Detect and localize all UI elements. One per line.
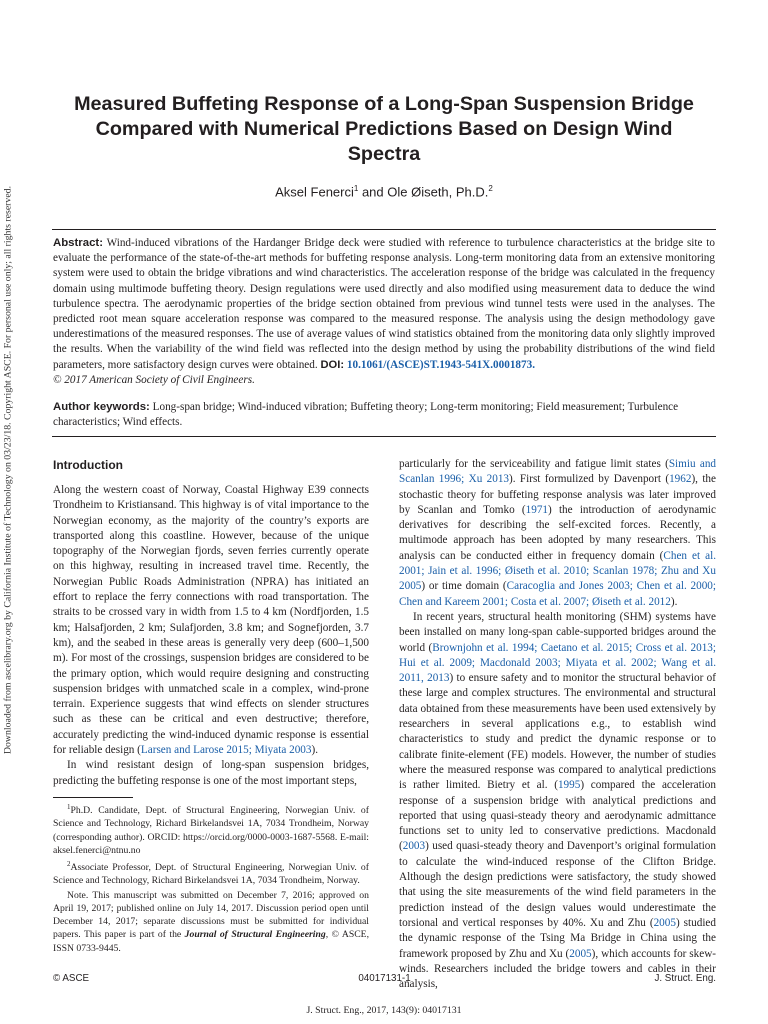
download-notice xyxy=(1,185,15,755)
paragraph xyxy=(399,610,716,992)
paragraph-text: ). First formulized by Davenport ( xyxy=(509,473,670,486)
paragraph-text: ). xyxy=(311,744,319,757)
footnote-marker: 2 xyxy=(67,860,71,869)
citation-link[interactable]: 2005 xyxy=(653,916,676,929)
author-2: Ole Øiseth, Ph.D. xyxy=(387,184,489,200)
bottom-citation: J. Struct. Eng., 2017, 143(9): 04017131 xyxy=(306,1005,462,1016)
citation-link[interactable]: Simiu and Scanlan 1996; Xu 2013 xyxy=(399,458,717,486)
author-conjunction: and xyxy=(358,184,388,200)
right-column xyxy=(399,457,716,992)
paragraph-text: ) to ensure safety and to monitor the structural behavior of these large and complex structures. The environmental and structural data obtained from these measurements have been used extensively by researchers in several applications e.g., to establish wind characteristics to study and predict the dynamic response or to calibrate finite-element (FE) models. However, the number of studies where the measured response was compared to analytical predictions is rather limited. Bietry et al. ( xyxy=(399,672,716,792)
copyright-notice: © 2017 American Society of Civil Engineers. xyxy=(53,373,255,386)
paragraph: In wind resistant design of long-span suspension bridges, predicting the buffeting response is one of the most important steps, xyxy=(53,759,369,787)
citation-link[interactable]: 1995 xyxy=(557,779,581,792)
paragraph-text: ) used quasi-steady theory and Davenport’s original formulation to calculate the wind-induced response of the Clifton Bridge. Although the design predictions were satisfactory, the study showed that using the site measurements of the wind field parameters in the prediction instead of the design values would underestimate the torsional and vertical responses by 40%. Xu and Zhu ( xyxy=(399,840,716,929)
citation-link[interactable]: Larsen and Larose 2015; Miyata 2003 xyxy=(140,744,312,757)
paragraph-text: ), the stochastic theory for buffeting response analysis was later improved by Scanlan and Tomko ( xyxy=(399,473,716,516)
citation-link[interactable]: 1971 xyxy=(525,503,549,516)
footnote-text: Ph.D. Candidate, Dept. of Structural Engineering, Norwegian Univ. of Science and Technology, Richard Birkelandsvei 1A, 7034 Trondheim, Norway (corresponding author). ORCID: https://orcid.org/0000-0003-1687-5568. E-mail: aksel.fenerci@ntnu.no xyxy=(53,805,369,856)
keywords-bottom-rule xyxy=(52,436,716,437)
author-keywords xyxy=(53,400,715,430)
author-2-affiliation-marker: 2 xyxy=(488,184,493,193)
abstract xyxy=(53,236,715,388)
abstract-label: Abstract: xyxy=(53,237,104,249)
footnote-text: Associate Professor, Dept. of Structural Engineering, Norwegian Univ. of Science and Technology, Richard Birkelandsvei 1A, 7034 Trondheim, Norway. xyxy=(53,862,369,887)
citation-link[interactable]: Brownjohn et al. 1994; Caetano et al. 2015; Cross et al. 2013; Hui et al. 2009; Macdonald 2003; Miyata et al. 2002; Wang et al. 2011, 2013 xyxy=(399,641,716,685)
footnote-2 xyxy=(53,858,369,888)
doi-link[interactable]: 10.1061/(ASCE)ST.1943-541X.0001873. xyxy=(344,358,536,371)
paragraph-text: ) or time domain ( xyxy=(421,580,507,593)
submission-note xyxy=(53,889,369,955)
paper-title: Measured Buffeting Response of a Long-Span Suspension Bridge Compared with Numerical Predictions Based on Design Wind Spectra xyxy=(74,93,694,165)
note-text: , © ASCE, ISSN 0733-9445. xyxy=(53,929,370,954)
keywords-label: Author keywords: xyxy=(53,401,150,413)
paragraph xyxy=(399,457,716,610)
journal-name: Journal of Structural Engineering xyxy=(184,929,326,941)
doi-label: DOI: xyxy=(320,358,345,371)
author-line xyxy=(60,184,708,199)
citation-link[interactable]: 2003 xyxy=(402,840,426,853)
abstract-top-rule xyxy=(52,229,716,230)
footnote-1 xyxy=(53,801,369,857)
footnote-rule xyxy=(53,797,133,798)
paragraph-text: ) compared the acceleration response of a suspension bridge with analytical predictions and reported that using quasi-steady theory and aerodynamic admittance functions set to unity led to conservative predictions. Macdonald ( xyxy=(399,779,716,853)
footer-article-number: 04017131-1 xyxy=(358,973,411,984)
paragraph-text: particularly for the serviceability and fatigue limit states ( xyxy=(399,458,669,470)
footnotes xyxy=(53,801,369,955)
abstract-text: Wind-induced vibrations of the Hardanger Bridge deck were studied with reference to turbulence characteristics at the bridge site to evaluate the performance of the state-of-the-art methods for buffeting response analysis. Long-term monitoring data from an extensive monitoring system were used to obtain the bridge vibrations and wind characteristics. The acceleration response of the bridge was calculated in the frequency domain using multimode buffeting theory. Design regulations were used directly and also modified using measurement data to deduce the wind turbulence spectra. The aerodynamic properties of the bridge section obtained from previous wind tunnel tests were used in the analyses. The predicted root mean square acceleration response was compared to the measured response. The analysis using the design methodology gave underestimations of the measured responses. The use of average values of wind statistics obtained from the monitoring data only slightly improved the results. When the variability of the wind field was reflected into the design method by using the probability distributions of the wind field parameters, more satisfactory design curves were obtained. xyxy=(53,237,715,371)
paragraph xyxy=(53,483,369,758)
paragraph-text: In recent years, structural health monitoring (SHM) systems have been installed on many long-span cable-supported bridges around the world ( xyxy=(399,610,716,654)
author-1-affiliation-marker: 1 xyxy=(353,184,359,193)
section-heading-introduction: Introduction xyxy=(53,458,123,472)
citation-link[interactable]: Chen et al. 2001; Jain et al. 1996; Øiseth et al. 2010; Scanlan 1978; Zhu and Xu 2005 xyxy=(399,549,716,593)
footer-publisher: © ASCE xyxy=(53,973,90,984)
left-column xyxy=(53,483,369,789)
paragraph-text: ), which accounts for skew-winds. Researchers included the bridge towers and cables in their analysis, xyxy=(399,947,717,991)
paragraph-text: ) the introduction of aerodynamic derivatives for describing the self-excited forces. Recently, a multimode approach has been adopted by many researchers. This analysis can be conducted either in frequency domain ( xyxy=(399,503,716,562)
citation-link[interactable]: 2005 xyxy=(569,947,592,960)
paragraph-text: Along the western coast of Norway, Coastal Highway E39 connects Trondheim to Kristiansand. This highway is of vital importance to the Norwegian economy, as the majority of the country’s exports are transported along this coastline. However, because of the unique topography of the Norwegian fjords, seven ferries currently operate on this highway, resulting in increased travel time. Recently, the Norwegian Public Roads Administration (NPRA) has initiated an effort to replace the ferry connections with road transportation. The straits to be crossed vary in width from 1.5 to 4 km (Nordfjorden, 1.5 km; Halsafjorden, 2 km; Sulafjorden, 3.8 km; and Sognefjorden, 3.7 km), and the seabed in these areas is generally very deep (600–1,500 m). For most of the crossings, suspension bridges are considered to be the primary option, which would require designing and constructing suspension bridges with unmatched scale in a complex, wind-prone terrain. Experience suggests that wind effects on slender structures such as these can be critical and even destructive; therefore, accurately predicting the wind-induced dynamic response is essential for reliable design ( xyxy=(53,484,369,757)
note-text: Note. This manuscript was submitted on December 7, 2016; approved on April 19, 2017; published online on July 14, 2017. Discussion period open until December 14, 2017; separate discussions must be submitted for individual papers. This paper is part of the xyxy=(53,889,369,941)
paragraph-text: ). xyxy=(670,595,678,608)
keywords-text: Long-span bridge; Wind-induced vibration; Buffeting theory; Long-term monitoring; Field measurement; Turbulence characteristics; Wind effects. xyxy=(53,401,679,429)
author-1: Aksel Fenerci xyxy=(275,184,354,200)
footnote-marker: 1 xyxy=(67,803,71,811)
paragraph-text: ) studied the dynamic response of the Tsing Ma Bridge in China using the framework proposed by Zhu and Xu ( xyxy=(399,916,716,960)
citation-link[interactable]: Caracoglia and Jones 2003; Chen et al. 2000; Chen and Kareem 2001; Costa et al. 2007; Øiseth et al. 2012 xyxy=(399,580,716,608)
download-notice-text: Downloaded from ascelibrary.org by California Institute of Technology on 03/23/18. Copyright ASCE. For personal use only; all rights reserved. xyxy=(2,185,14,755)
footer-journal: J. Struct. Eng. xyxy=(654,973,716,984)
citation-link[interactable]: 1962 xyxy=(669,473,692,486)
